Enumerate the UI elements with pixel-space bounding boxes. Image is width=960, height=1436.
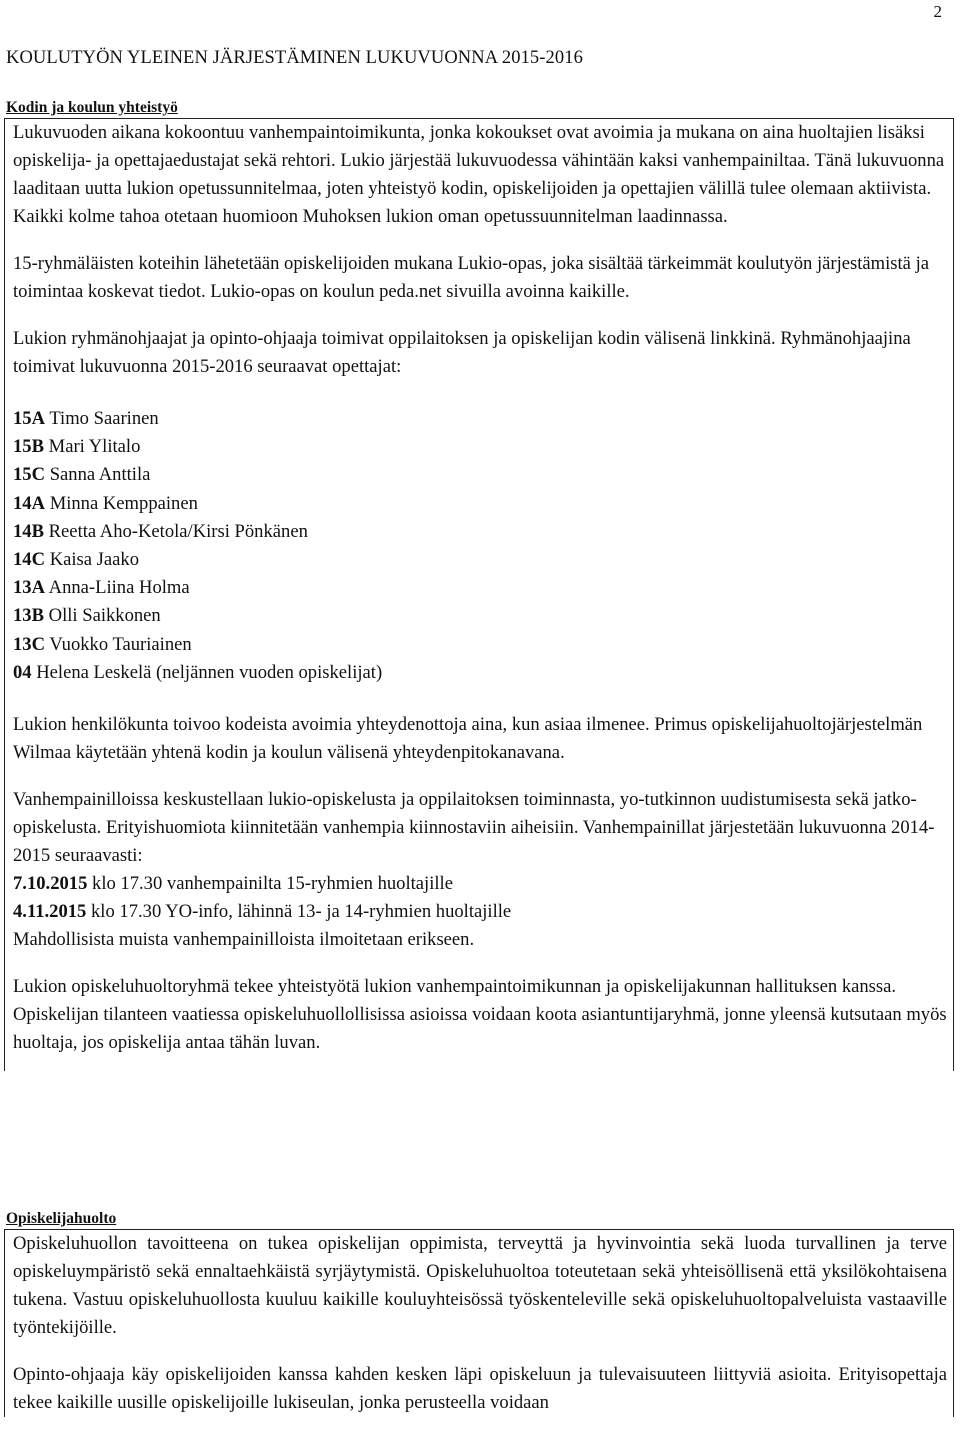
group-code: 04 [13,661,32,683]
page-number: 2 [933,2,942,21]
group-row [13,631,947,659]
paragraph: Lukuvuoden aikana kokoontuu vanhempaintoimikunta, jonka kokoukset ovat avoimia ja mukana on aina huoltajien lisäksi opiskelija- ja opettajaedustajat sekä rehtori. Lukio järjestää lukuvuodessa vähintään kaksi vanhempainiltaa. Tänä lukuvuonna laaditaan uutta lukion opetussunnitelmaa, joten yhteistyö kodin, opiskelijoiden ja opettajien välillä tulee olemaan aktiivista. Kaikki kolme tahoa otetaan huomioon Muhoksen lukion oman opetussuunnitelman laadinnassa. [13,122,945,227]
paragraph-text: Mahdollisista muista vanhempainilloista ilmoitetaan erikseen. [13,929,475,951]
group-row [13,602,947,630]
group-row [13,490,947,518]
group-teacher: Mari Ylitalo [48,436,141,458]
paragraph: Opiskeluhuollon tavoitteena on tukea opiskelijan oppimista, terveyttä ja hyvinvointia sekä luoda turvallinen ja terve opiskeluympäristö sekä ennaltaehkäistä syrjäytymistä. Opiskeluhuoltoa toteutetaan sekä yhteisöllisenä että yksilökohtaisena tukena. Vastuu opiskeluhuollosta kuuluu kaikille kouluyhteisössä työskenteleville sekä opiskeluhuoltopalveluista vastaaville työntekijöille. [13,1233,947,1338]
group-code: 14A [13,492,46,514]
group-row [13,461,947,489]
group-teacher: Sanna Anttila [49,464,151,486]
group-code: 14B [13,520,44,542]
paragraph-text: Vanhempainilloissa keskustellaan lukio-opiskelusta ja oppilaitoksen toiminnasta, yo-tutkinnon uudistumisesta sekä jatko-opiskelusta. Erityishuomiota kiinnitetään vanhempia kiinnostaviin aiheisiin. Vanhempainillat järjestetään lukuvuonna 2014-2015 seuraavasti: [13,789,935,867]
paragraph: Lukion ryhmänohjaajat ja opinto-ohjaaja toimivat oppilaitoksen ja opiskelijan kodin välisenä linkkinä. Ryhmänohjaajina toimivat lukuvuonna 2015-2016 seuraavat opettajat: [13,328,911,377]
event-text: klo 17.30 YO-info, lähinnä 13- ja 14-ryhmien huoltajille [86,901,512,923]
paragraph: Lukion henkilökunta toivoo kodeista avoimia yhteydenottoja aina, kun asiaa ilmenee. Primus opiskelijahuoltojärjestelmän Wilmaa käytetään yhtenä kodin ja koulun välisenä yhteydenpitokanavana. [13,714,923,764]
section-student-welfare [4,1209,954,1417]
paragraph: 15-ryhmäläisten koteihin lähetetään opiskelijoiden mukana Lukio-opas, joka sisältää tärkeimmät koulutyön järjestämistä ja toimintaa koskevat tiedot. Lukio-opas on koulun peda.net sivuilla avoinna kaikille. [13,253,930,302]
group-teacher: Vuokko Tauriainen [49,633,192,655]
group-code: 14C [13,549,46,571]
group-teacher: Kaisa Jaako [49,549,140,571]
section-home-school-cooperation [4,98,954,1071]
section-heading: Opiskelijahuolto [6,1210,117,1227]
group-teacher: Reetta Aho-Ketola/Kirsi Pönkänen [48,520,308,542]
group-code: 15A [13,408,46,429]
group-teacher: Anna-Liina Holma [48,577,190,599]
page-title: KOULUTYÖN YLEINEN JÄRJESTÄMINEN LUKUVUONNA 2015-2016 [6,48,583,68]
group-row [13,546,947,574]
group-code: 13B [13,605,44,627]
group-teacher: Timo Saarinen [49,408,159,429]
section-body [4,1229,954,1417]
group-row [13,574,947,602]
event-list [13,873,511,922]
group-teacher-list [13,405,947,687]
event-text: klo 17.30 vanhempainilta 15-ryhmien huoltajille [87,873,453,895]
group-code: 15B [13,436,44,458]
group-code: 13A [13,577,46,599]
group-teacher: Minna Kemppainen [49,492,198,514]
group-code: 13C [13,633,46,655]
group-teacher: Olli Saikkonen [48,605,161,627]
paragraph: Opinto-ohjaaja käy opiskelijoiden kanssa kahden kesken läpi opiskeluun ja tulevaisuuteen liittyviä asioita. Erityisopettaja tekee kaikille uusille opiskelijoille lukiseulan, jonka perusteella voidaan [13,1364,947,1413]
section-body [4,118,954,1071]
group-row [13,405,947,433]
paragraph [13,786,947,954]
group-row [13,433,947,461]
section-heading: Kodin ja koulun yhteistyö [6,99,178,116]
paragraph: Lukion opiskeluhuoltoryhmä tekee yhteistyötä lukion vanhempaintoimikunnan ja opiskelijakunnan hallituksen kanssa. Opiskelijan tilanteen vaatiessa opiskeluhuollollisissa asioissa voidaan koota asiantuntijaryhmä, jonne yleensä kutsutaan myös huoltaja, jos opiskelija antaa tähän luvan. [13,976,947,1054]
group-teacher: Helena Leskelä (neljännen vuoden opiskelijat) [36,661,383,683]
event-date: 7.10.2015 [13,873,88,895]
group-row [13,659,947,687]
event-date: 4.11.2015 [13,901,87,923]
group-row [13,518,947,546]
group-code: 15C [13,464,46,486]
